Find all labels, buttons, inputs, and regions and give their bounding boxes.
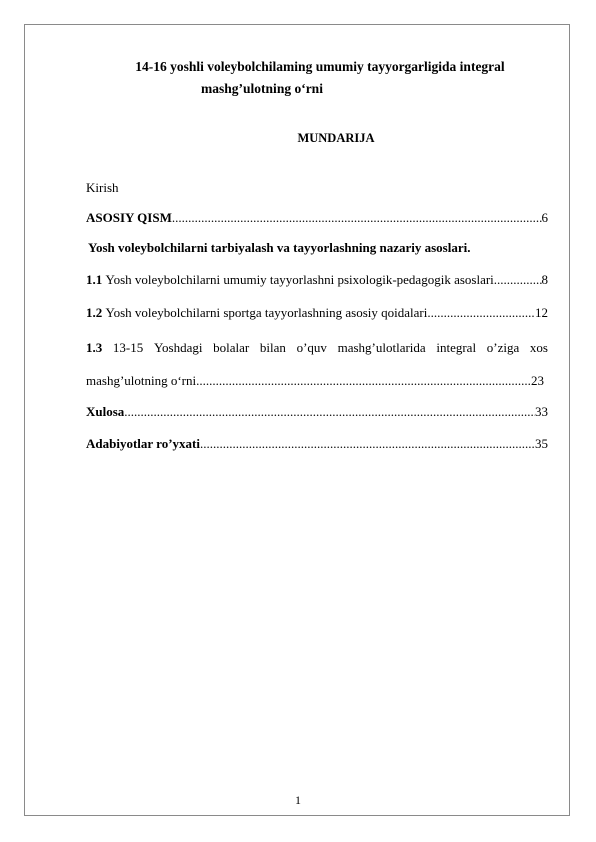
toc-page-number: 35 bbox=[535, 436, 548, 451]
toc-label: mashg’ulotning o‘rni bbox=[86, 373, 197, 388]
toc-word: bilan bbox=[259, 340, 286, 355]
toc-label: Xulosa bbox=[86, 404, 125, 419]
page-number: 1 bbox=[295, 793, 301, 807]
contents-heading: MUNDARIJA bbox=[297, 131, 375, 145]
toc-entry-conclusion[interactable] bbox=[86, 404, 548, 420]
toc-leader-dots bbox=[427, 305, 535, 321]
toc-word: 13-15 bbox=[112, 340, 144, 355]
toc-label: Adabiyotlar ro’yxati bbox=[86, 436, 200, 451]
toc-leader-dots bbox=[494, 272, 542, 288]
document-title-line-1: 14-16 yoshli voleybolchilaming umumiy tayyorgarligida integral bbox=[135, 59, 505, 74]
toc-label: ASOSIY QISM bbox=[86, 210, 172, 225]
toc-entry-1-1[interactable] bbox=[86, 272, 548, 288]
toc-word: integral bbox=[436, 340, 477, 355]
toc-word: o’quv bbox=[296, 340, 327, 355]
toc-label: Yosh voleybolchilarni umumiy tayyorlashni psixologik-pedagogik asoslari bbox=[105, 272, 494, 287]
toc-word: xos bbox=[529, 340, 548, 355]
toc-leader-dots bbox=[200, 436, 535, 452]
toc-page-number: 23 bbox=[531, 373, 544, 388]
toc-label: Yosh voleybolchilarni sportga tayyorlashning asosiy qoidalari bbox=[105, 305, 428, 320]
toc-entry-references[interactable] bbox=[86, 436, 548, 452]
toc-word: o’ziga bbox=[486, 340, 520, 355]
toc-entry-1-3-line-2[interactable] bbox=[86, 373, 544, 389]
toc-section-number: 1.2 bbox=[86, 305, 103, 320]
document-title-line-2: mashg’ulotning o‘rni bbox=[201, 81, 323, 96]
toc-page-number: 33 bbox=[535, 404, 548, 419]
toc-page-number: 6 bbox=[541, 210, 548, 225]
toc-entry-main-part[interactable] bbox=[86, 210, 548, 226]
toc-intro: Kirish bbox=[86, 180, 119, 195]
toc-entry-1-2[interactable] bbox=[86, 305, 548, 321]
toc-leader-dots bbox=[172, 210, 542, 226]
toc-word: mashg’ulotlarida bbox=[337, 340, 426, 355]
toc-section-number: 1.3 bbox=[86, 340, 103, 355]
toc-entry-chapter-title[interactable]: Yosh voleybolchilarni tarbiyalash va tayyorlashning nazariy asoslari. bbox=[88, 240, 471, 255]
toc-page-number: 12 bbox=[535, 305, 548, 320]
toc-word: bolalar bbox=[213, 340, 250, 355]
toc-page-number: 8 bbox=[541, 272, 548, 287]
toc-word: Yoshdagi bbox=[153, 340, 203, 355]
toc-leader-dots bbox=[124, 404, 535, 420]
toc-leader-dots bbox=[196, 373, 531, 389]
toc-section-number: 1.1 bbox=[86, 272, 103, 287]
toc-entry-1-3-line-1[interactable] bbox=[86, 340, 548, 356]
